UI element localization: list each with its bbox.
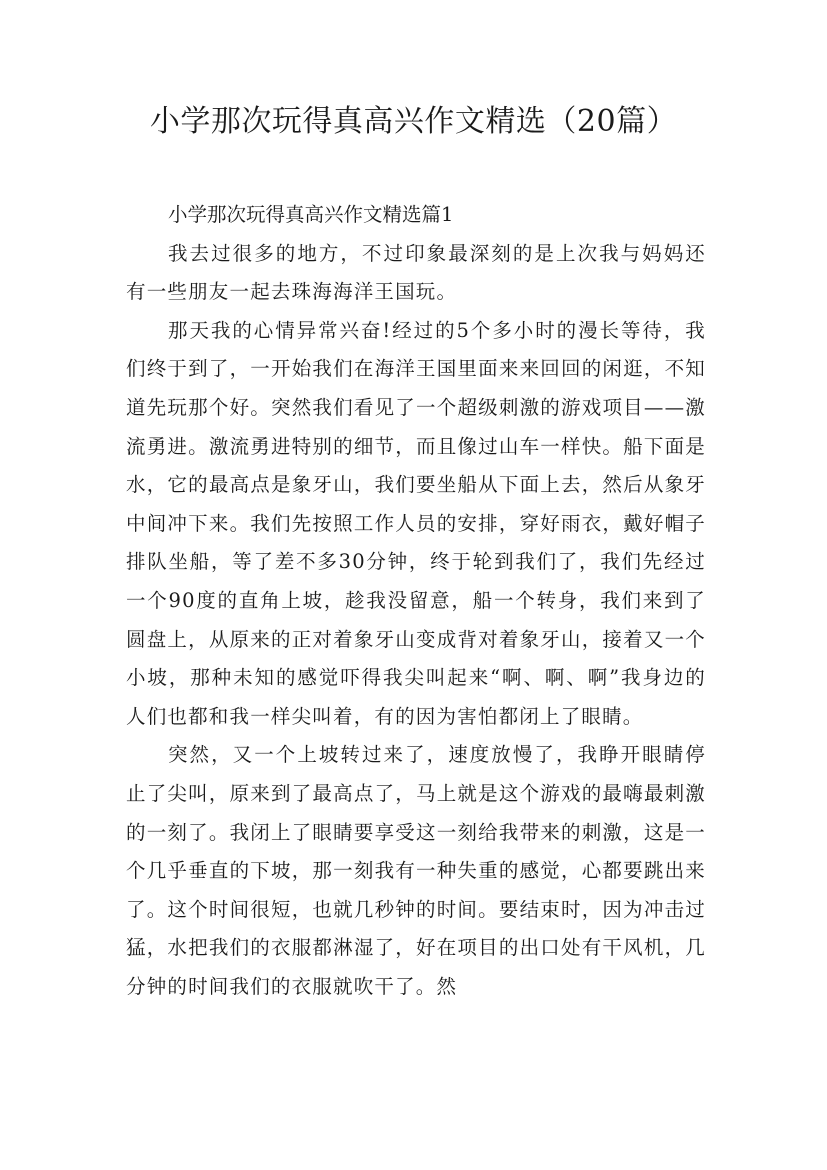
- document-body: [126, 196, 706, 1006]
- paragraph-3: 突然，又一个上坡转过来了，速度放慢了，我睁开眼睛停止了尖叫，原来到了最高点了，马上就是这个游戏的最嗨最刺激的一刻了。我闭上了眼睛要享受这一刻给我带来的刺激，这是一个几乎垂直的下坡，那一刻我有一种失重的感觉，心都要跳出来了。这个时间很短，也就几秒钟的时间。要结束时，因为冲击过猛，水把我们的衣服都淋湿了，好在项目的出口处有干风机，几分钟的时间我们的衣服就吹干了。然: [126, 743, 706, 998]
- paragraph-1: 我去过很多的地方，不过印象最深刻的是上次我与妈妈还有一些朋友一起去珠海海洋王国玩。: [126, 241, 706, 304]
- document-title: 小学那次玩得真高兴作文精选（20篇）: [149, 104, 678, 139]
- section-heading: 小学那次玩得真高兴作文精选篇1: [168, 203, 454, 226]
- paragraph-2: 那天我的心情异常兴奋!经过的5个多小时的漫长等待，我们终于到了，一开始我们在海洋王国里面来来回回的闲逛，不知道先玩那个好。突然我们看见了一个超级刺激的游戏项目——激流勇进。激流勇进特别的细节，而且像过山车一样快。船下面是水，它的最高点是象牙山，我们要坐船从下面上去，然后从象牙中间冲下来。我们先按照工作人员的安排，穿好雨衣，戴好帽子排队坐船，等了差不多30分钟，终于轮到我们了，我们先经过一个90度的直角上坡，趁我没留意，船一个转身，我们来到了圆盘上，从原来的正对着象牙山变成背对着象牙山，接着又一个小坡，那种未知的感觉吓得我尖叫起来“啊、啊、啊”我身边的人们也都和我一样尖叫着，有的因为害怕都闭上了眼睛。: [126, 318, 706, 728]
